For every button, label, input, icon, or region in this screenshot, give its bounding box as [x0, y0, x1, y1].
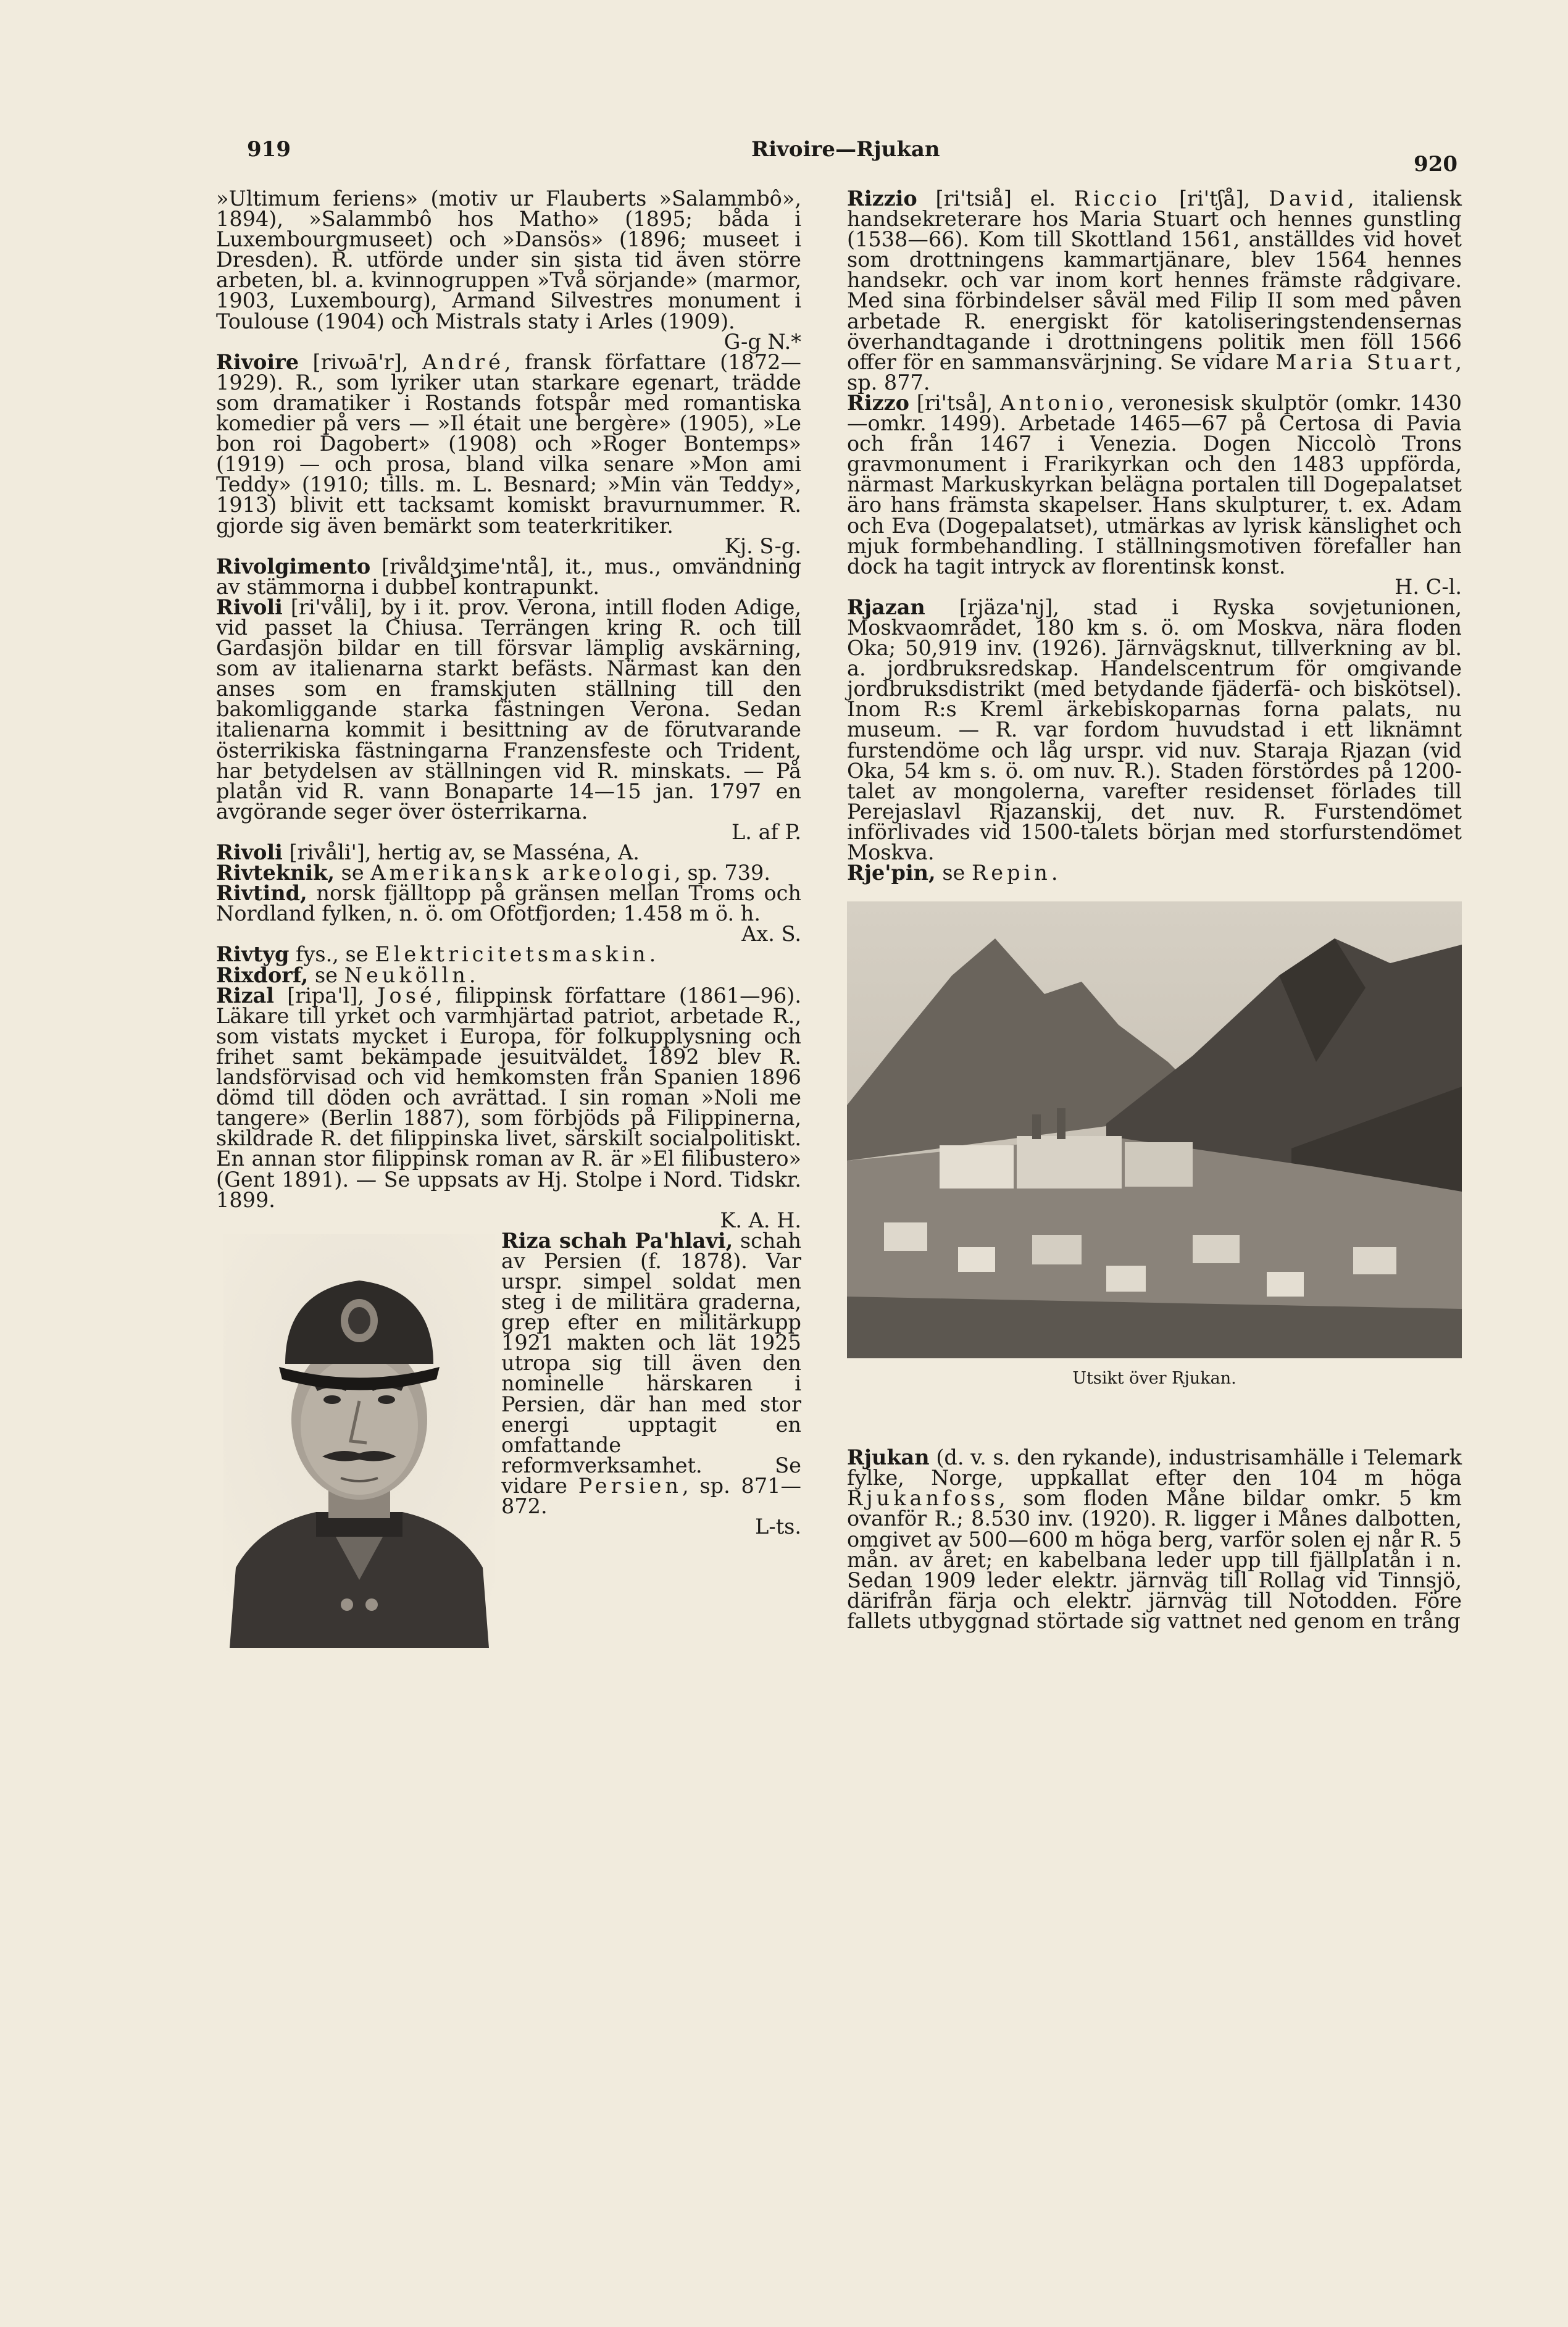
headword: Rivtyg [216, 942, 290, 967]
entry-signature: L. af P. [732, 819, 801, 844]
headword: Rizzio [847, 186, 917, 211]
headword: Rjazan [847, 595, 925, 619]
entry-rivolgimento: Rivolgimento [rivåldʒime'ntå], it., mus., omvändning av stämmorna i dubbel kontrapunkt. [216, 554, 801, 599]
entry-rivoli-hertig: Rivoli [rivåli'], hertig av, se Masséna, A. [216, 840, 640, 864]
right-column [847, 188, 1462, 1631]
entry-signature: H. C-l. [1395, 574, 1462, 599]
page-number-left: 919 [247, 137, 291, 162]
headword: Rivtind, [216, 881, 307, 906]
headword: Rjukan [847, 1445, 930, 1470]
entry-rizzo: Rizzo [ri'tså], Antonio, veronesisk skulptör (omkr. 1430—omkr. 1499). Arbetade 1465—67 på Certosa di Pavia och från 1467 i Venezia. Dogen Niccolò Trons gravmonument i Frarikyrkan och den 1483 uppförda, närmast Markuskyrkan belägna portalen till Dogepalatset äro hans främsta skapelser. Hans skulpturer, t. ex. Adam och Eva (Dogepalatset), utmärkas av lyrisk känslighet och mjuk formbehandling. I ställningsmotiven förefaller han dock ha tagit intryck av florentinsk konst. H. C-l. [847, 390, 1462, 599]
cross-reference: Rjukanfoss [847, 1486, 999, 1511]
headword: Rivoire [216, 349, 299, 374]
headword: Rivoli [216, 840, 283, 864]
portrait-photo [223, 1234, 495, 1648]
photo-caption: Utsikt över Rjukan. [1072, 1369, 1236, 1389]
entry-signature: Ax. S. [741, 922, 801, 946]
entry-signature: L-ts. [755, 1514, 801, 1539]
headword: Rivoli [216, 595, 283, 619]
cross-reference: Repin [972, 861, 1051, 885]
entry-rjepin: Rje'pin, se Repin. [847, 861, 1058, 885]
headword: Riza schah Pa'hlavi, [501, 1228, 733, 1253]
entry-rjazan: Rjazan [rjäza'nj], stad i Ryska sovjetunionen, Moskvaområdet, 180 km s. ö. om Moskva, nära floden Oka; 50,919 inv. (1926). Järnvägsknut, tillverkning av bl. a. jordbruksredskap. Handelscentrum för omgivande jordbruksdistrikt (med betydande fjäderfä- och biskötsel). Inom R:s Kreml ärkebiskoparnas forna palats, nu museum. — R. var fordom huvudstad i ett liknämnt furstendöme och låg urspr. vid nuv. Staraja Rjazan (vid Oka, 54 km s. ö. om nuv. R.). Staden förstördes på 1200-talet av mongolerna, varefter residenset förlades till Perejaslavl Rjazanskij, det nuv. R. Furstendömet införlivades vid 1500-talets början med storfurstendömet Moskva. [847, 595, 1462, 864]
entry-rizal: Rizal [ripa'l], José, filippinsk författare (1861—96). Läkare till yrket och varmhjärtad patriot, arbetade R., som vistats mycket i Europa, för folkupplysning och frihet samt bekämpade jesuitväldet. 1892 blev R. landsförvisad och vid hemkomsten från Spanien 1896 dömd till döden och avrättad. I sin roman »Noli me tangere» (Berlin 1887), som förbjöds på Filippinerna, skildrade R. det filippinska livet, särskilt socialpolitiskt. En annan stor filippinsk roman av R. är »El filibustero» (Gent 1891). — Se uppsats av Hj. Stolpe i Nord. Tidskr. 1899. K. A. H. [216, 983, 801, 1232]
entry-continuation: »Ultimum feriens» (motiv ur Flauberts »Salammbô», 1894), »Salammbô hos Matho» (1895; båda i Luxembourgmuseet) och »Dansös» (1896; museet i Dresden). R. utförde under sin sista tid även större arbeten, bl. a. kvinnogruppen »Två sörjande» (marmor, 1903, Luxembourg), Armand Silvestres monument i Toulouse (1904) och Mistrals staty i Arles (1909). G-g N.* [216, 186, 801, 354]
entry-rivteknik: Rivteknik, se Amerikansk arkeologi, sp. 739. [216, 861, 770, 885]
headword: Rizzo [847, 390, 909, 415]
cross-reference: Amerikansk arkeologi [370, 861, 675, 885]
headword: Rivteknik, [216, 861, 335, 885]
entry-rivtind: Rivtind, norsk fjälltopp på gränsen mellan Troms och Nordland fylken, n. ö. om Ofotfjorden; 1.458 m ö. h. Ax. S. [216, 881, 801, 946]
headword: Rixdorf, [216, 963, 309, 987]
cross-reference: Neukölln [344, 963, 469, 987]
entry-rivoli: Rivoli [ri'våli], by i it. prov. Verona, intill floden Adige, vid passet la Chiusa. Terrängen kring R. och till Gardasjön bildar en till försvar lämplig avskärning, som av italienarna starkt befästs. Närmast kan den anses som en framskjuten ställning till den bakomliggande starka fästningen Verona. Sedan italienarna kommit i besittning av de förutvarande österrikiska fästningarna Franzensfeste och Trident, har betydelsen av ställningen vid R. minskats. — På platån vid R. vann Bonaparte 14—15 jan. 1797 en avgörande seger över österrikarna. L. af P. [216, 595, 801, 844]
entry-rivoire: Rivoire [rivωā'r], André, fransk författare (1872—1929). R., som lyriker utan starkare egenart, trädde som dramatiker i Rostands fotspår med romantiska komedier på vers — »Il était une bergère» (1905), »Le bon roi Dagobert» (1908) och »Roger Bontemps» (1919) — och prosa, bland vilka senare »Mon ami Teddy» (1910; tills. m. L. Besnard; »Min vän Teddy», 1913) blivit ett tacksamt komiskt bravurnummer. R. gjorde sig även bemärkt som teaterkritiker. Kj. S-g. [216, 349, 801, 558]
entry-rivtyg: Rivtyg fys., se Elektricitetsmaskin. [216, 942, 656, 967]
cross-reference: Persien [578, 1473, 682, 1498]
entry-rixdorf: Rixdorf, se Neukölln. [216, 963, 476, 987]
entry-riza-schah: Riza schah Pa'hlavi, schah av Persien (f. 1878). Var urspr. simpel soldat men steg i de militära graderna, grep efter en militärkupp 1921 makten och lät 1925 utropa sig till även den nominelle härskaren i Persien, där han med stor energi upptagit en omfattande reformverksamhet. Se vidare Persien, sp. 871—872. L-ts. [216, 1230, 801, 1537]
headword: Rivolgimento [216, 554, 371, 579]
headword: Rje'pin, [847, 861, 936, 885]
entry-rizzio: Rizzio [ri'tsiå] el. Riccio [ri'tʃå], David, italiensk handsekreterare hos Maria Stuart och hennes gunstling (1538—66). Kom till Skottland 1561, anställdes vid hovet som drottningens kammartjänare, blev 1564 hennes handsekr. och var inom kort hennes främste rådgivare. Med sina förbindelser såväl med Filip II som med påven arbetade R. energiskt för katoliseringstendensernas överhandtagande i drottningens politik men föll 1566 offer för en sammansvärjning. Se vidare Maria Stuart, sp. 877. [847, 186, 1462, 395]
headword: Rizal [216, 983, 275, 1008]
rjukan-landscape-photo [847, 901, 1462, 1358]
running-head: Rivoire—Rjukan [751, 137, 940, 162]
entry-signature: K. A. H. [720, 1208, 801, 1232]
cross-reference: Elektricitetsmaskin [375, 942, 649, 967]
entry-rjukan: Rjukan (d. v. s. den rykande), industrisamhälle i Telemark fylke, Norge, uppkallat efter den 104 m höga Rjukanfoss, som floden Måne bildar omkr. 5 km ovanför R.; 8.530 inv. (1920). R. ligger i Månes dalbotten, omgivet av 500—600 m höga berg, varför solen ej når R. 5 mån. av året; en kabelbana leder upp till fjällplatån i n. Sedan 1909 leder elektr. järnväg till Rollag vid Tinnsjö, därifrån färja och elektr. järnväg till Notodden. Före fallets utbyggnad störtade sig vattnet ned genom en trång [847, 1445, 1462, 1633]
page-number-right: 920 [1414, 152, 1457, 177]
cross-reference: Maria Stuart [1275, 349, 1456, 374]
entry-signature: G-g N.* [724, 329, 801, 354]
entry-signature: Kj. S-g. [724, 533, 801, 558]
